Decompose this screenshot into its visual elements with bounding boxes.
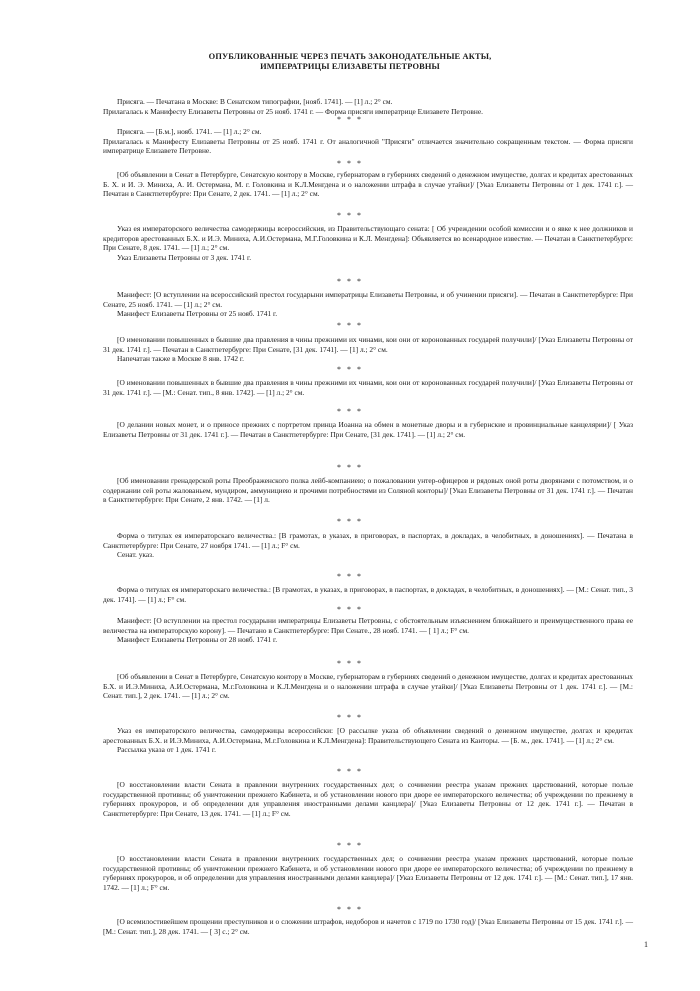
section-separator: * * *	[337, 713, 363, 722]
catalog-entry	[103, 531, 633, 560]
catalog-entry	[103, 224, 633, 263]
page-number: 1	[644, 940, 648, 949]
entry-subnote: Рассылка указа от 1 дек. 1741 г.	[117, 745, 216, 755]
entry-text: Присяга. — Печатана в Москве: В Сенатском типографии, [нояб. 1741]. — [1] л.; 2° см.	[117, 97, 393, 106]
entry-text: [Об именовании гренадерской роты Преображенского полка лейб-компаниею; о пожаловании унтер-офицеров и рядовых оной роты дворянами с потомством, и о содержании сей роты жалованьем, мундиром, аммунициею и прочими потребностями из Соляной конторы]/ [Указ Елизаветы Петровны от 31 дек. 1741 г.]. — Печатан в Санктпетербурге: При Сенате, 2 янв. 1742. — [1] л.	[103, 476, 633, 505]
catalog-entry	[103, 476, 633, 505]
entry-text: [Об объявлении в Сенат в Петербурге, Сенатскую контору в Москве, губернаторам в губерниях сведений о денежном имуществе, долгах и кредитах арестованных Б. Х. и И. Э. Миниха, А. И. Остермана, М. г. Головкина и К.Л.Менгдена и о наложении штрафа в случае утайки]/ [Указ Елизаветы Петровны от 1 дек. 1741 г.]. — Печатан в Санктпетербурге: При Сенате, 2 дек. 1741. — [1] л.; 2° см.	[103, 170, 633, 199]
entry-text: [О всемилостивейшем прощении преступников и о сложении штрафов, недоборов и начетов с 1719 по 1730 год]/ [Указ Елизаветы Петровны от 15 дек. 1741 г.]. — [М.: Сенат. тип.], 28 дек. 1741. — [ 3] с.; 2° см.	[103, 917, 633, 936]
entry-text: Присяга. — [Б.м.], нояб. 1741. — [1] л.; 2° см.	[117, 127, 262, 136]
section-separator: * * *	[337, 277, 363, 286]
entry-text: [О восстановлении власти Сената в правлении внутренних государственных дел; о сочинении реестра указам прежних царствований, которые пользе государственной противны; об уничтожении прежнего Кабинета, и об установлении нового при дворе ее императорского величества; об учреждении по прежнему в губерниях прокуроров, и об определении для управления иностранными делами канцлера]/ [Указ Елизаветы Петровны от 12 дек. 1741 г.]. — Печатан в Санктпетербурге: При Сенате, 13 дек. 1741. — [1] л.; F° см.	[103, 780, 633, 819]
section-separator: * * *	[337, 159, 363, 168]
entry-text: [О именовании повышенных в бывшие два правления в чины прежними их чинами, кои они от коронованных государей получили]/ [Указ Елизаветы Петровны от 31 дек. 1741 г.]. — Печатан в Санктпетербурге: При Сенате, [31 дек. 1741]. — [1] л.; 2° см.	[103, 335, 633, 354]
entry-note: Прилагалась к Манифесту Елизаветы Петровны от 25 нояб. 1741 г. — Форма присяги императрице Елизавете Петровне.	[103, 106, 483, 116]
catalog-entry	[103, 917, 633, 936]
catalog-entry	[103, 854, 633, 893]
catalog-entry	[103, 672, 633, 701]
catalog-entry	[103, 780, 633, 819]
entry-subnote: Сенат. указ.	[117, 550, 154, 560]
section-separator: * * *	[337, 115, 363, 124]
entry-text: Указ ея императорского величества, самодержицы всероссийски: [О рассылке указа об объявлении сведений о денежном имуществе, долгах и кредитах арестованных Б.Х. и И.Э.Миниха, А.И.Остермана, М.г.Головкина и К.Л.Менгдена]: Правительствующего Сената из Канторы. — [Б. м., дек. 1741]. — [1] л.; 2° см.	[103, 726, 633, 745]
entry-text: [О делании новых монет, и о приносе прежних с портретом принца Иоанна на обмен в монетные дворы и в губернские и провинциальные канцелярии]/ [ Указ Елизаветы Петровны от 31 дек. 1741 г.]. — Печатан в Санктпетербурге: При Сенате, [31 дек. 1741]. — [1] л.; 2° см.	[103, 420, 633, 439]
entry-text: [Об объявлении в Сенат в Петербурге, Сенатскую контору в Москве, губернаторам в губерниях сведений о денежном имуществе, долгах и кредитах арестованных Б.Х. и И.Э.Миниха, А.И.Остермана, М.г.Головкина и К.Л.Менгдена и о наложении штрафа в случае утайки]/ [Указ Елизаветы Петровны от 1 дек. 1741 г.]. — [М.: Сенат. тип.], 2 дек. 1741. — [1] л.; 2° см.	[103, 672, 633, 701]
section-separator: * * *	[337, 321, 363, 330]
catalog-entry	[103, 378, 633, 397]
entry-text: Форма о титулах ея императорскаго величества.: [В грамотах, в указах, в приговорах, в паспортах, в докладах, в челобитных, в доношениях]. — Печатана в Санктпетербурге: При Сенате, 27 ноября 1741. — [1] л.; F° см.	[103, 531, 633, 550]
catalog-entry	[103, 585, 633, 604]
entry-subnote: Указ Елизаветы Петровны от 3 дек. 1741 г.	[117, 253, 252, 263]
section-separator: * * *	[337, 211, 363, 220]
section-separator: * * *	[337, 767, 363, 776]
catalog-entry	[103, 170, 633, 199]
entry-text: Форма о титулах ея императорскаго величества.: [В грамотах, в указах, в приговорах, в паспортах, в докладах, в челобитных, в доношениях]. — [М.: Сенат. тип., 3 дек. 1741]. — [1] л.; F° см.	[103, 585, 633, 604]
catalog-entry	[103, 616, 633, 645]
entry-subnote: Манифест Елизаветы Петровны от 25 нояб. 1741 г.	[117, 309, 278, 319]
entry-text: [О восстановлении власти Сената в правлении внутренних государственных дел; о сочинении реестра указам прежних царствований, которые пользе государственной противны; об уничтожении прежнего Кабинета, и об установлении нового при дворе ее императорского величества; об учреждении по прежнему в губерниях прокуроров, и об определении для управления иностранными делами канцлера]/ [Указ Елизаветы Петровны от 12 дек. 1741 г.]. — [М.: Сенат. тип.], 17 янв. 1742. — [1] л.; F° см.	[103, 854, 633, 893]
catalog-entry	[103, 335, 633, 364]
section-separator: * * *	[337, 905, 363, 914]
document-title-line-1: ОПУБЛИКОВАННЫЕ ЧЕРЕЗ ПЕЧАТЬ ЗАКОНОДАТЕЛЬНЫЕ АКТЫ,	[208, 52, 492, 61]
entry-text: Манифест: [О вступлении на престол государыни императрицы Елизаветы Петровны, с обстоятельным изъяснением ближайшего и преимущественного права ее величества на императорскую корону]. — Печатано в Санктпетербурге: При Сенате., 28 нояб. 1741. — [ 1] л.; F° см.	[103, 616, 633, 635]
catalog-entry	[103, 290, 633, 319]
section-separator: * * *	[337, 517, 363, 526]
catalog-entry	[103, 726, 633, 755]
entry-subnote: Напечатан также в Москве 8 янв. 1742 г.	[117, 354, 244, 364]
catalog-entry	[103, 97, 633, 116]
section-separator: * * *	[337, 407, 363, 416]
catalog-entry	[103, 127, 633, 156]
section-separator: * * *	[337, 841, 363, 850]
entry-text: Указ ея императорского величества самодержицы всероссийския, из Правительствующаго сената: [ Об учреждении особой комиссии и о явке к нее должников и кредиторов арестованных Б.Х. и И.Э. Миниха, А.И.Остермана, М.Г.Головкина и К.Л. Менгдена]: Объявляется во всенародное известие. — Печатан в Санктпетербурге: При Сенате, 8 дек. 1741. — [1] л.; 2° см.	[103, 224, 633, 253]
document-title-line-2: ИМПЕРАТРИЦЫ ЕЛИЗАВЕТЫ ПЕТРОВНЫ	[260, 62, 440, 71]
entry-text: Манифест: [О вступлении на всероссийский престол государыни императрицы Елизаветы Петровны, и об учинении присяги]. — Печатан в Санктпетербурге: При Сенате, 25 нояб. 1741. — [1] л.; 2° см.	[103, 290, 633, 309]
catalog-entry	[103, 420, 633, 439]
entry-subnote: Манифест Елизаветы Петровны от 28 нояб. 1741 г.	[117, 635, 278, 645]
section-separator: * * *	[337, 659, 363, 668]
section-separator: * * *	[337, 463, 363, 472]
section-separator: * * *	[337, 365, 363, 374]
entry-note: Прилагалась к Манифесту Елизаветы Петровны от 25 нояб. 1741 г. От аналогичной "Присяги" отличается значительно сокращенным текстом. — Форма присяги императрице Елизавете Петровне.	[103, 136, 633, 156]
section-separator: * * *	[337, 572, 363, 581]
section-separator: * * *	[337, 605, 363, 614]
entry-text: [О именовании повышенных в бывшие два правления в чины прежними их чинами, кои они от коронованных государей получили]/ [Указ Елизаветы Петровны от 31 дек. 1741 г.]. — [М.: Сенат. тип., 8 янв. 1742]. — [1] л.; 2° см.	[103, 378, 633, 397]
